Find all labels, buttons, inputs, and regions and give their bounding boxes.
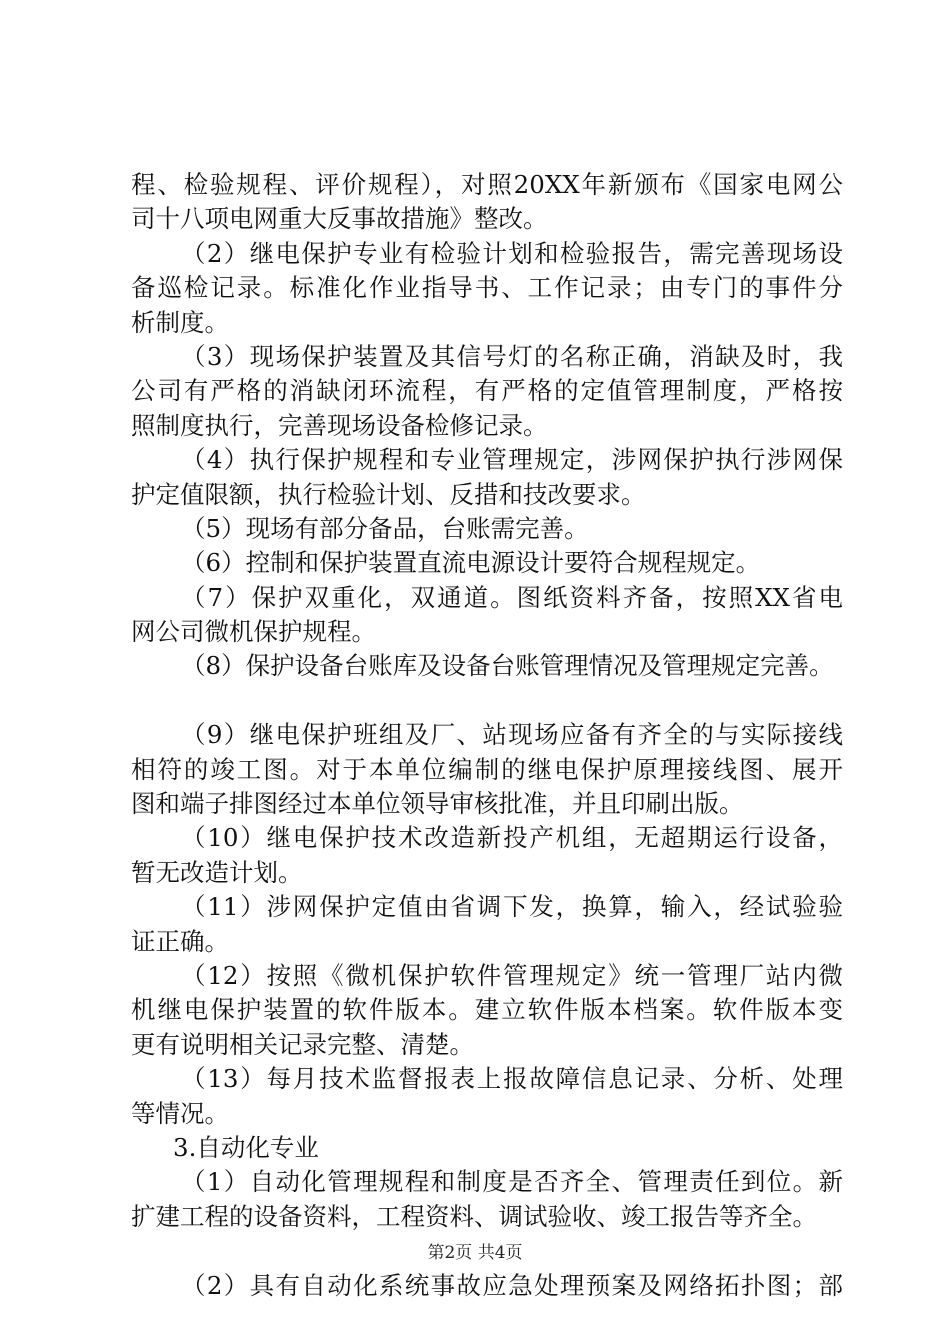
text-line: （1）自动化管理规程和制度是否齐全、管理责任到位。新 — [181, 1167, 843, 1197]
text-line: （10）继电保护技术改造新投产机组，无超期运行设备， — [181, 823, 843, 853]
text-line: （3）现场保护装置及其信号灯的名称正确，消缺及时，我 — [181, 341, 843, 371]
text-line: 相符的竣工图。对于本单位编制的继电保护原理接线图、展开 — [131, 754, 843, 784]
text-line: （9）继电保护班组及厂、站现场应备有齐全的与实际接线 — [181, 720, 843, 750]
text-line: 扩建工程的设备资料，工程资料、调试验收、竣工报告等齐全。 — [131, 1201, 817, 1231]
text-line: （2）具有自动化系统事故应急处理预案及网络拓扑图；部 — [181, 1270, 843, 1300]
text-line: 护定值限额，执行检验计划、反措和技改要求。 — [131, 479, 646, 509]
text-line: （11）涉网保护定值由省调下发，换算，输入，经试验验 — [181, 892, 843, 922]
text-line: 等情况。 — [131, 1098, 229, 1128]
page-footer: 第2页 共4页 — [427, 1243, 523, 1263]
text-line: （4）执行保护规程和专业管理规定，涉网保护执行涉网保 — [181, 445, 843, 475]
paragraph-gap — [131, 684, 843, 718]
text-line: 网公司微机保护规程。 — [131, 617, 376, 647]
text-line: 程、检验规程、评价规程），对照20XX年新颁布《国家电网公 — [131, 170, 843, 199]
text-line: 公司有严格的消缺闭环流程，有严格的定值管理制度，严格按 — [131, 376, 843, 406]
document-body — [131, 168, 843, 1303]
text-line: （6）控制和保护装置直流电源设计要符合规程规定。 — [181, 548, 761, 578]
text-line: 证正确。 — [131, 926, 229, 956]
text-line: 析制度。 — [131, 307, 229, 337]
text-line: （5）现场有部分备品，台账需完善。 — [181, 513, 589, 543]
text-line: （13）每月技术监督报表上报故障信息记录、分析、处理 — [181, 1064, 843, 1094]
text-line: 暂无改造计划。 — [131, 857, 303, 887]
text-line: 图和端子排图经过本单位领导审核批准，并且印刷出版。 — [131, 789, 744, 819]
text-line: （12）按照《微机保护软件管理规定》统一管理厂站内微 — [181, 960, 843, 990]
text-line: 机继电保护装置的软件版本。建立软件版本档案。软件版本变 — [131, 995, 843, 1025]
text-line: （2）继电保护专业有检验计划和检验报告，需完善现场设 — [181, 238, 843, 268]
text-line: 更有说明相关记录完整、清楚。 — [131, 1029, 474, 1059]
section-heading: 3.自动化专业 — [173, 1132, 319, 1162]
text-line: （7）保护双重化，双通道。图纸资料齐备，按照XX省电 — [181, 582, 843, 612]
text-line: 照制度执行，完善现场设备检修记录。 — [131, 410, 548, 440]
text-line: 司十八项电网重大反事故措施》整改。 — [131, 204, 548, 234]
text-line: 备巡检记录。标准化作业指导书、工作记录；由专门的事件分 — [131, 273, 843, 303]
text-line: （8）保护设备台账库及设备台账管理情况及管理规定完善。 — [181, 651, 834, 681]
